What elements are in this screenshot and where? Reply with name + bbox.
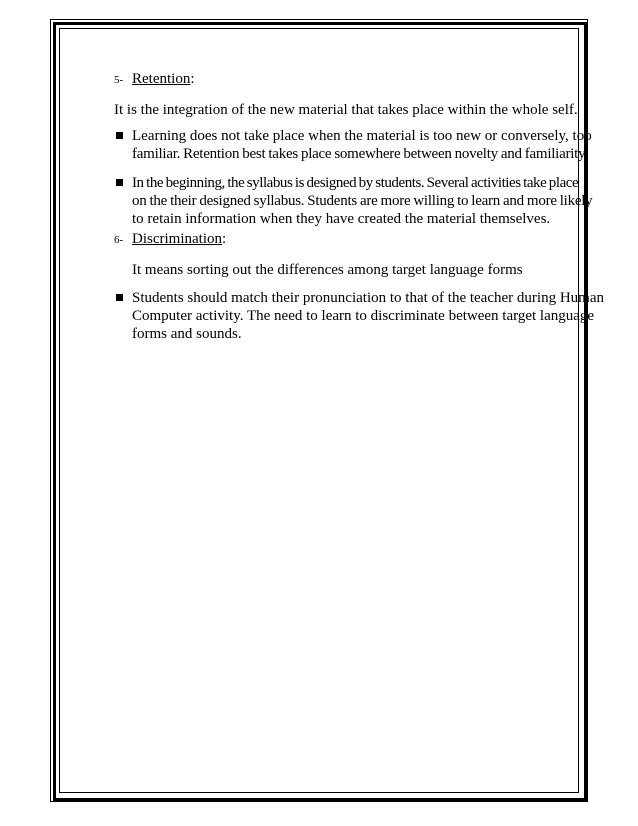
bullet-line: on the their designed syllabus. Students are more willing to learn and more likely — [132, 193, 593, 209]
bullet-line: familiar. Retention best takes place somewhere between novelty and familiarity. — [132, 146, 588, 162]
bullet-text — [132, 174, 593, 228]
section-5-title: Retention — [132, 71, 191, 87]
bullet-line: In the beginning, the syllabus is designed by students. Several activities take place — [132, 175, 579, 191]
section-5-heading — [114, 70, 195, 89]
section-6-number: 6- — [114, 234, 124, 246]
bullet-line: forms and sounds. — [132, 326, 242, 342]
bullet-line: Students should match their pronunciation to that of the teacher during Human — [132, 290, 604, 306]
bullet-line: Learning does not take place when the material is too new or conversely, too — [132, 128, 592, 144]
section-6-heading — [114, 230, 226, 249]
bullet-line: Computer activity. The need to learn to discriminate between target language — [132, 308, 595, 324]
bullet-text — [132, 127, 592, 163]
section-5-number: 5- — [114, 74, 124, 86]
section-5-definition: It is the integration of the new material that takes place within the whole self. — [114, 102, 578, 118]
section-6-colon: : — [222, 231, 227, 247]
square-bullet-icon — [116, 294, 123, 301]
square-bullet-icon — [116, 179, 123, 186]
bullet-line: to retain information when they have created the material themselves. — [132, 211, 551, 227]
section-5-colon: : — [190, 71, 195, 87]
square-bullet-icon — [116, 132, 123, 139]
bullet-text — [132, 289, 604, 343]
section-6-definition: It means sorting out the differences among target language forms — [132, 262, 523, 278]
section-6-title: Discrimination — [132, 231, 222, 247]
